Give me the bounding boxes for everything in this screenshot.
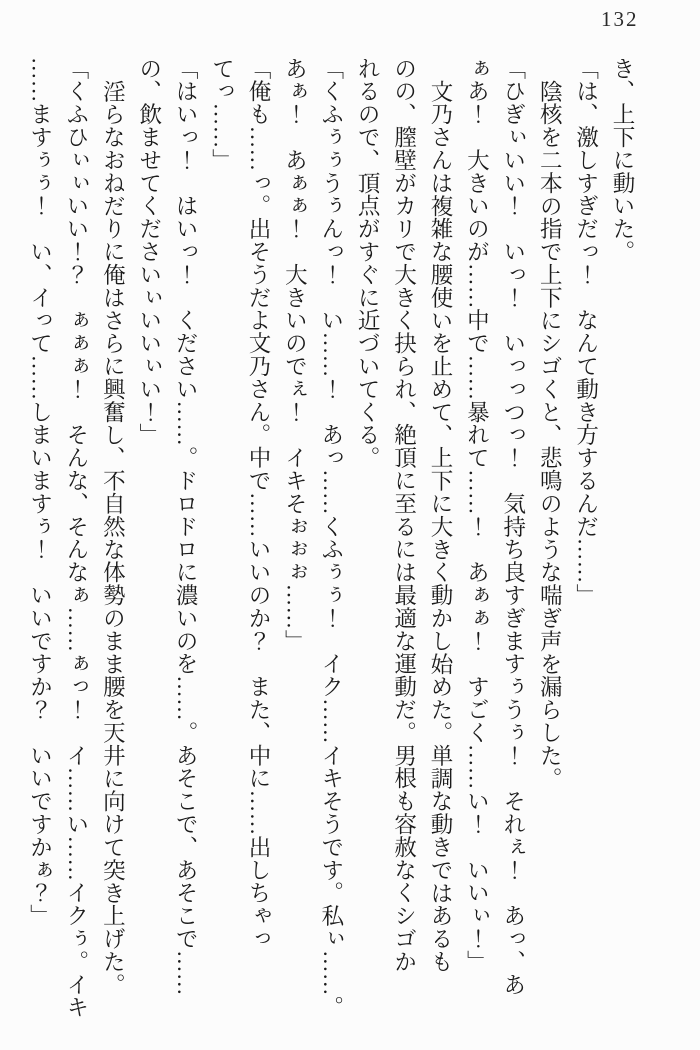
text-column: 淫らなおねだりに俺はさらに興奮し、不自然な体勢のまま腰を天井に向けて突き上げた。 (100, 80, 126, 996)
text-column: 「は、激しすぎだっ！ なんて動き方するんだ……」 (573, 57, 599, 607)
text-column: 陰核を二本の指で上下にシゴくと、悲鳴のような喘ぎ声を漏らした。 (537, 80, 563, 790)
text-column: ぁあ！ 大きいのが……中で……暴れて……！ あぁぁ！ すごく……い！ いいぃ！」 (464, 57, 490, 973)
text-column: 「くふひぃぃいい！？ ぁぁぁ！ そんな、そんなぁ……ぁっ！ イ……い……イクぅ。イキ (63, 57, 89, 1019)
text-column: 「ひぎぃいい！ いっ！ いっっつっ！ 気持ち良すぎますぅうぅ！ それぇ！ あっ、あ (500, 57, 526, 996)
text-column: ……ますぅぅ！ い、イって……しまいますぅ！ いいですか？ いいですかぁ？」 (27, 57, 53, 928)
text-column: 「俺も……っ。出そうだよ文乃さん。中で……いいのか？ また、中に……出しちゃっ (245, 57, 271, 951)
text-column: 「くふぅぅうぅんっ！ い……！ あっ……くふぅぅ！ イク……イキそうです。私ぃ……。 (318, 57, 344, 1019)
page-number: 132 (601, 7, 639, 31)
text-column: のの、膣壁がカリで大きく抉られ、絶頂に至るには最適な運動だ。男根も容赦なくシゴか (391, 57, 417, 973)
text-column: あぁ！ あぁぁ！ 大きいのでぇ！ イキそぉぉぉ……」 (282, 57, 308, 653)
text-column: れるので、頂点がすぐに近づいてくる。 (355, 57, 381, 470)
text-column: 「はいっ！ はいっ！ ください……。ドロドロに濃いのを……。あそこで、あそこで…… (173, 57, 199, 996)
text-column: の、飲ませてくださいぃいいぃい！」 (136, 57, 162, 447)
text-column: き、上下に動いた。 (610, 57, 635, 264)
text-area (20, 57, 640, 1045)
text-column: てっ……」 (209, 57, 235, 172)
text-column: 文乃さんは複雑な腰使いを止めて、上下に大きく動かし始めた。単調な動きではあるも (427, 80, 453, 974)
